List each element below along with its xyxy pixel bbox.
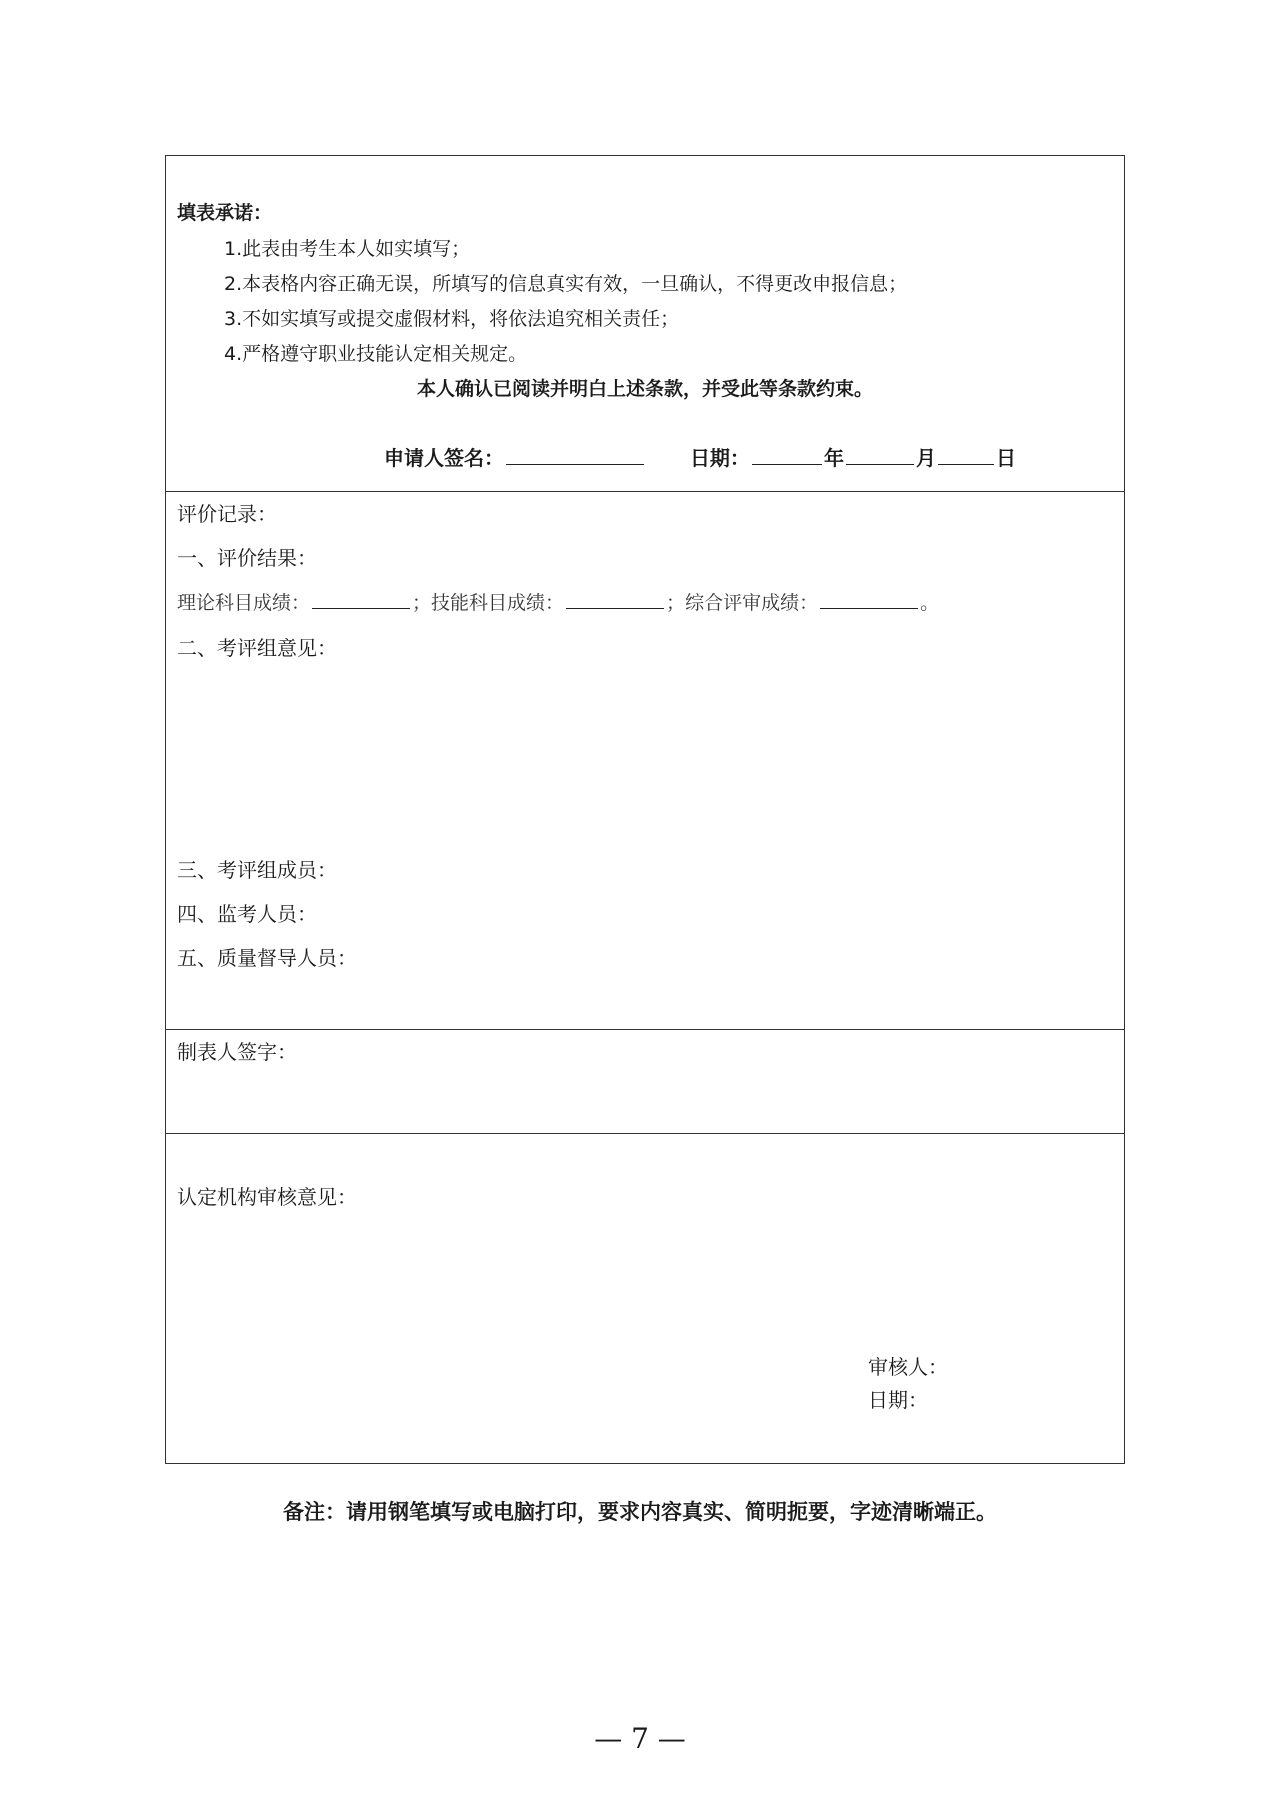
theory-score-label: 理论科目成绩： <box>177 592 311 614</box>
proctors-heading: 四、监考人员： <box>177 902 317 926</box>
review-title: 认定机构审核意见： <box>177 1185 357 1209</box>
score-line <box>177 588 939 615</box>
separator: ； <box>666 592 686 614</box>
result-heading: 一、评价结果： <box>177 546 317 570</box>
year-label: 年 <box>823 446 844 470</box>
month-field[interactable] <box>846 444 914 465</box>
overall-score-label: 综合评审成绩： <box>685 592 819 614</box>
review-date-label: 日期： <box>868 1388 928 1412</box>
month-label: 月 <box>915 446 936 470</box>
application-form-table <box>165 155 1125 1464</box>
supervisors-heading: 五、质量督导人员： <box>177 946 357 970</box>
page-number: — 7 — <box>594 1722 686 1755</box>
pledge-confirmation: 本人确认已阅读并明白上述条款，并受此等条款约束。 <box>416 378 873 400</box>
year-field[interactable] <box>752 444 822 465</box>
end-mark: 。 <box>920 592 940 614</box>
pledge-item-4: 4.严格遵守职业技能认定相关规定。 <box>224 343 528 365</box>
reviewer-label: 审核人： <box>868 1355 948 1379</box>
date-label: 日期： <box>689 446 750 470</box>
skill-score-label: 技能科目成绩： <box>431 592 565 614</box>
evaluation-title: 评价记录： <box>177 502 277 526</box>
preparer-signature-label: 制表人签字： <box>177 1040 297 1064</box>
skill-score-field[interactable] <box>566 588 664 609</box>
day-field[interactable] <box>938 444 994 465</box>
footer-note: 备注：请用钢笔填写或电脑打印，要求内容真实、简明扼要，字迹清晰端正。 <box>283 1500 997 1524</box>
signature-field[interactable] <box>506 444 644 465</box>
preparer-section <box>166 1029 1124 1133</box>
pledge-item-3: 3.不如实填写或提交虚假材料，将依法追究相关责任； <box>224 308 680 330</box>
pledge-item-2: 2.本表格内容正确无误，所填写的信息真实有效，一旦确认，不得更改申报信息； <box>224 273 908 295</box>
review-section <box>166 1133 1124 1463</box>
overall-score-field[interactable] <box>820 588 918 609</box>
signature-label: 申请人签名： <box>384 446 504 470</box>
evaluation-section <box>166 491 1124 1029</box>
members-heading: 三、考评组成员： <box>177 858 337 882</box>
theory-score-field[interactable] <box>312 588 410 609</box>
day-label: 日 <box>995 446 1016 470</box>
pledge-title: 填表承诺： <box>177 202 273 224</box>
opinion-heading: 二、考评组意见： <box>177 636 337 660</box>
separator: ； <box>412 592 432 614</box>
pledge-item-1: 1.此表由考生本人如实填写； <box>224 238 471 260</box>
pledge-section <box>166 156 1124 491</box>
signature-line <box>384 442 1016 471</box>
